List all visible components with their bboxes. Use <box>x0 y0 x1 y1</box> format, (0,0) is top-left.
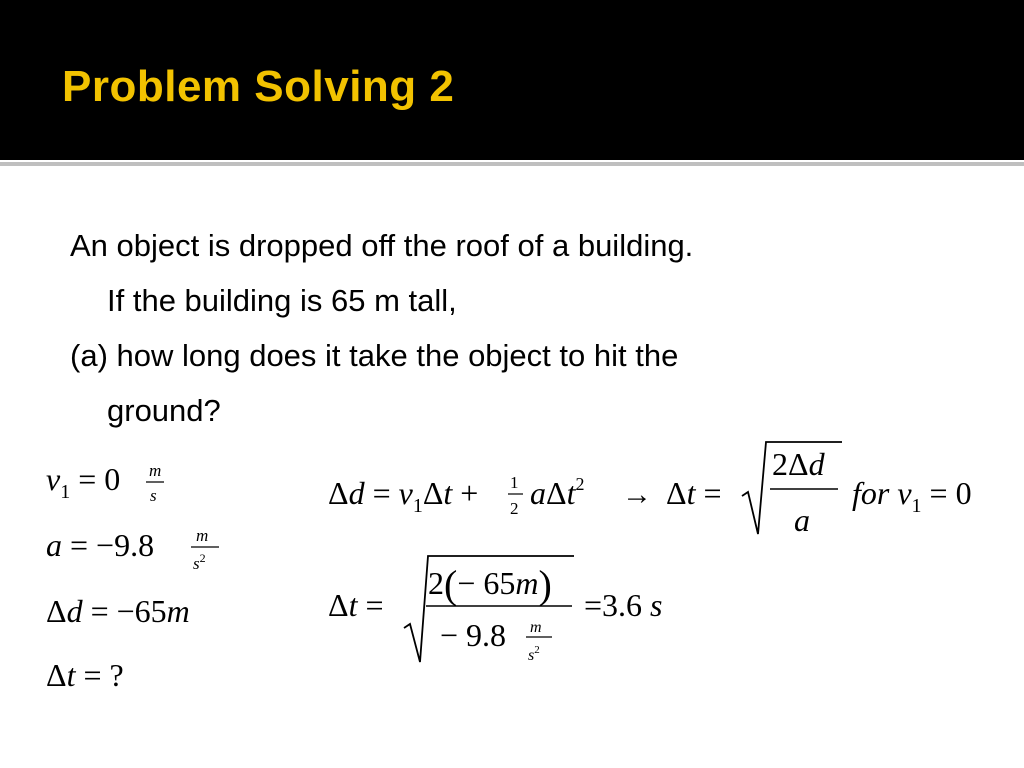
svg-text:Δt =: Δt = <box>328 587 384 623</box>
svg-text:s2: $s^2$ <box>528 644 540 664</box>
given-time-unknown <box>46 657 124 693</box>
kinematic-equation <box>328 442 972 538</box>
svg-text:2(− 65m): 2(− 65m) <box>428 562 552 607</box>
svg-text:Δt = ?: Δt = ? <box>46 657 124 693</box>
svg-text:Δt =: Δt = <box>666 475 722 511</box>
svg-text:m: m <box>530 619 542 636</box>
svg-text:for v1 = 0: for $v_1 = 0$ <box>852 475 972 517</box>
svg-text:2: 2 <box>510 499 519 518</box>
svg-text:2Δd: 2Δd <box>772 446 825 482</box>
paragraph-line: If the building is 65 m tall, <box>107 283 457 318</box>
svg-text:Δd = v1Δt +: $\Delta d = v_1\Delta t$ + <box>328 475 479 517</box>
svg-text:1: 1 <box>510 473 519 492</box>
svg-text:s2: $s^2$ <box>193 551 206 573</box>
svg-text:v1 = 0: $v_1 = 0$ <box>46 461 121 503</box>
svg-text:− 9.8: − 9.8 <box>440 617 507 653</box>
svg-text:=3.6 s: =3.6 s <box>584 587 663 623</box>
svg-text:aΔt2: aΔt$^2$ <box>530 474 585 511</box>
svg-text:a: a <box>794 502 810 538</box>
paragraph-line: (a) how long does it take the object to hit the <box>70 338 679 373</box>
svg-text:m: m <box>149 461 162 480</box>
given-acceleration <box>46 526 219 573</box>
svg-text:m: m <box>196 526 209 545</box>
svg-text:a = −9.8: a = −9.8 <box>46 527 155 563</box>
paragraph-line: ground? <box>107 393 221 428</box>
given-displacement <box>46 593 190 629</box>
arrow-icon: → <box>622 478 652 511</box>
given-velocity <box>46 461 164 505</box>
slide-title: Problem Solving 2 <box>62 62 455 111</box>
svg-text:Δd = −65m: Δd = −65m <box>46 593 190 629</box>
solution-equation <box>328 556 663 664</box>
paragraph-line: An object is dropped off the roof of a building. <box>70 228 694 263</box>
svg-text:s: s <box>150 486 157 505</box>
